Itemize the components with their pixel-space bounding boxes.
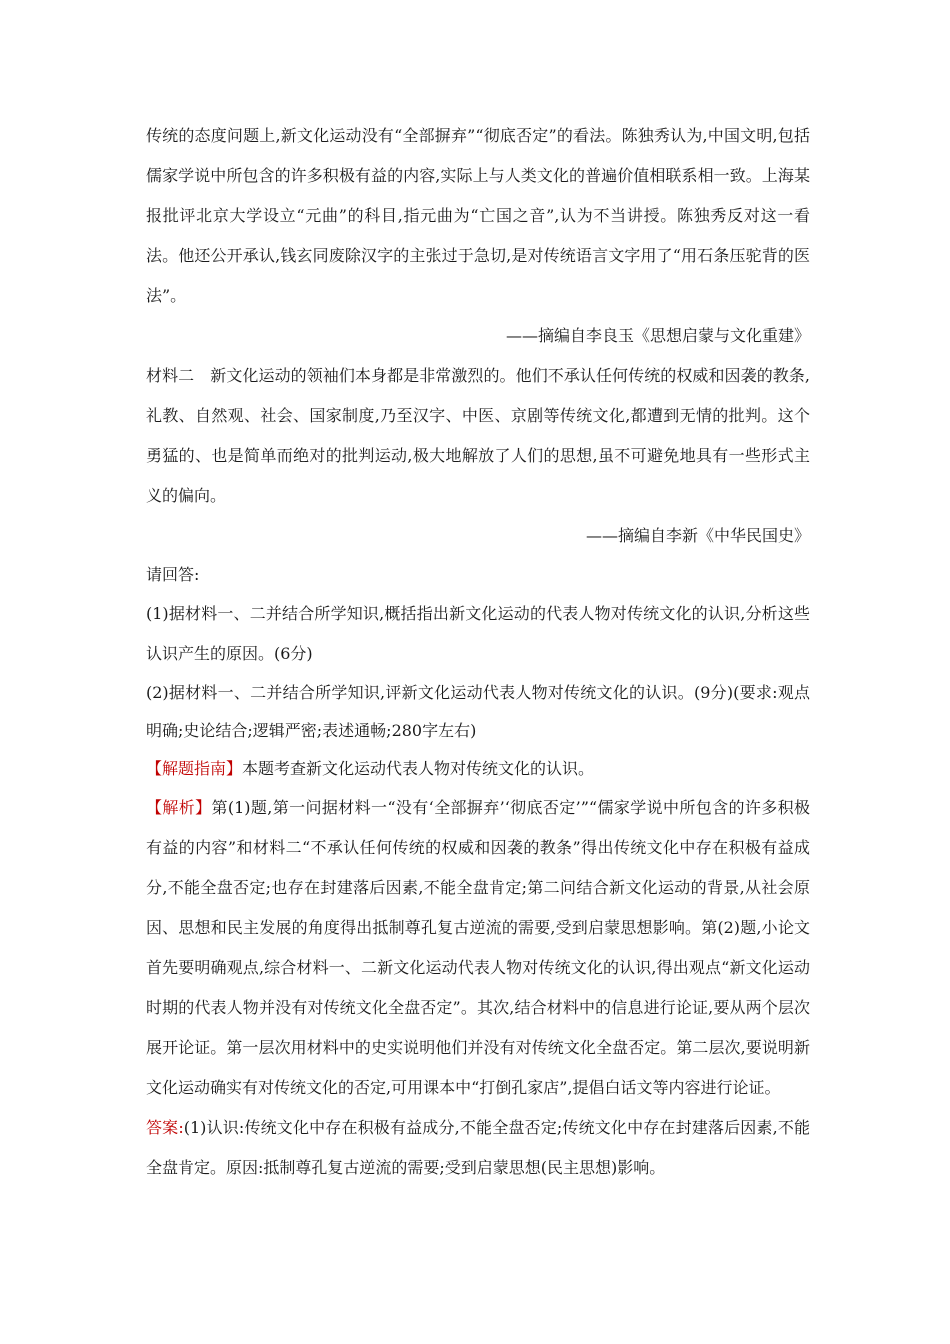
answer-text: (1)认识:传统文化中存在积极有益成分,不能全盘否定;传统文化中存在封建落后因素,不能全盘肯定。原因:抵制尊孔复古逆流的需要;受到启蒙思想(民主思想)影响。: [146, 1118, 810, 1177]
guide-label: 【解题指南】: [146, 759, 243, 778]
analysis-label: 【解析】: [146, 798, 212, 817]
material-two: 材料二 新文化运动的领袖们本身都是非常激烈的。他们不承认任何传统的权威和因袭的教条,礼教、自然观、社会、国家制度,乃至汉字、中医、京剧等传统文化,都遭到无情的批判。这个勇猛的、也是简单而绝对的批判运动,极大地解放了人们的思想,虽不可避免地具有一些形式主义的偏向。: [146, 366, 810, 505]
answer: [146, 1108, 810, 1188]
material-one-continuation: 传统的态度问题上,新文化运动没有“全部摒弃”“彻底否定”的看法。陈独秀认为,中国文明,包括儒家学说中所包含的许多积极有益的内容,实际上与人类文化的普遍价值相联系相一致。上海某报批评北京大学设立“元曲”的科目,指元曲为“亡国之音”,认为不当讲授。陈独秀反对这一看法。他还公开承认,钱玄同废除汉字的主张过于急切,是对传统语言文字用了“用石条压驼背的医法”。: [146, 126, 810, 305]
content-column: [146, 116, 810, 1188]
question-prompt: 请回答:: [146, 565, 200, 584]
guide-text: 本题考查新文化运动代表人物对传统文化的认识。: [242, 759, 595, 778]
question-two: (2)据材料一、二并结合所学知识,评新文化运动代表人物对传统文化的认识。(9分)(要求:观点明确;史论结合;逻辑严密;表述通畅;280字左右): [146, 683, 810, 740]
solution-guide: [146, 750, 810, 788]
analysis: [146, 788, 810, 1108]
question-one: (1)据材料一、二并结合所学知识,概括指出新文化运动的代表人物对传统文化的认识,分析这些认识产生的原因。(6分): [146, 604, 810, 663]
answer-label: 答案:: [146, 1118, 184, 1137]
analysis-text: 第(1)题,第一问据材料一“没有‘全部摒弃’‘彻底否定’”“儒家学说中所包含的许多积极有益的内容”和材料二“不承认任何传统的权威和因袭的教条”得出传统文化中存在积极有益成分,不能全盘否定;也存在封建落后因素,不能全盘肯定;第二问结合新文化运动的背景,从社会原因、思想和民主发展的角度得出抵制尊孔复古逆流的需要,受到启蒙思想影响。第(2)题,小论文首先要明确观点,综合材料一、二新文化运动代表人物对传统文化的认识,得出观点“新文化运动时期的代表人物并没有对传统文化全盘否定”。其次,结合材料中的信息进行论证,要从两个层次展开论证。第一层次用材料中的史实说明他们并没有对传统文化全盘否定。第二层次,要说明新文化运动确实有对传统文化的否定,可用课本中“打倒孔家店”,提倡白话文等内容进行论证。: [146, 798, 810, 1097]
source-two: ——摘编自李新《中华民国史》: [585, 526, 810, 545]
source-one: ——摘编自李良玉《思想启蒙与文化重建》: [505, 326, 810, 345]
